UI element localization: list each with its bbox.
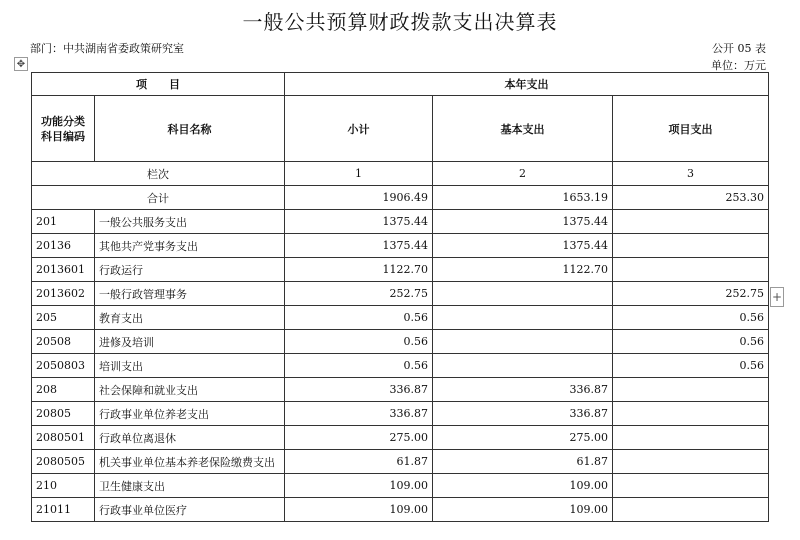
row-name: 其他共产党事务支出 [95, 234, 285, 258]
row-code: 210 [32, 474, 95, 498]
row-code: 201 [32, 210, 95, 234]
row-name: 行政事业单位养老支出 [95, 402, 285, 426]
header-subtotal: 小计 [285, 96, 433, 162]
header-code: 功能分类科目编码 [32, 96, 95, 162]
row-name: 教育支出 [95, 306, 285, 330]
row-project [613, 210, 769, 234]
header-current-year: 本年支出 [285, 73, 769, 96]
row-basic [433, 354, 613, 378]
index-col-1: 1 [285, 162, 433, 186]
table-row [32, 330, 769, 354]
row-basic: 336.87 [433, 378, 613, 402]
plus-icon[interactable]: + [770, 287, 784, 307]
table-row [32, 402, 769, 426]
row-code: 20508 [32, 330, 95, 354]
row-project [613, 498, 769, 522]
row-basic [433, 282, 613, 306]
row-basic: 109.00 [433, 498, 613, 522]
table-row [32, 354, 769, 378]
row-name: 一般公共服务支出 [95, 210, 285, 234]
row-name: 培训支出 [95, 354, 285, 378]
row-subtotal: 61.87 [285, 450, 433, 474]
row-name: 进修及培训 [95, 330, 285, 354]
table-row [32, 258, 769, 282]
row-code: 2050803 [32, 354, 95, 378]
row-project [613, 450, 769, 474]
row-name: 卫生健康支出 [95, 474, 285, 498]
table-row [32, 474, 769, 498]
row-name: 一般行政管理事务 [95, 282, 285, 306]
row-subtotal: 1375.44 [285, 210, 433, 234]
row-name: 机关事业单位基本养老保险缴费支出 [95, 450, 285, 474]
total-subtotal: 1906.49 [285, 186, 433, 210]
row-name: 行政事业单位医疗 [95, 498, 285, 522]
row-name: 行政单位离退休 [95, 426, 285, 450]
row-code: 208 [32, 378, 95, 402]
row-subtotal: 0.56 [285, 330, 433, 354]
row-subtotal: 0.56 [285, 354, 433, 378]
row-basic: 61.87 [433, 450, 613, 474]
header-project: 项目支出 [613, 96, 769, 162]
row-subtotal: 252.75 [285, 282, 433, 306]
table-row [32, 378, 769, 402]
row-code: 2013601 [32, 258, 95, 282]
index-row [32, 162, 769, 186]
row-code: 20136 [32, 234, 95, 258]
row-subtotal: 336.87 [285, 378, 433, 402]
row-project: 252.75 [613, 282, 769, 306]
row-subtotal: 1375.44 [285, 234, 433, 258]
row-code: 2080505 [32, 450, 95, 474]
table-row [32, 210, 769, 234]
row-basic: 336.87 [433, 402, 613, 426]
total-basic: 1653.19 [433, 186, 613, 210]
row-basic: 1375.44 [433, 234, 613, 258]
row-basic: 1375.44 [433, 210, 613, 234]
row-subtotal: 336.87 [285, 402, 433, 426]
row-project [613, 426, 769, 450]
row-project [613, 474, 769, 498]
table-row [32, 306, 769, 330]
row-project: 0.56 [613, 306, 769, 330]
row-project: 0.56 [613, 330, 769, 354]
row-basic [433, 306, 613, 330]
row-code: 2013602 [32, 282, 95, 306]
row-name: 行政运行 [95, 258, 285, 282]
row-name: 社会保障和就业支出 [95, 378, 285, 402]
row-subtotal: 275.00 [285, 426, 433, 450]
row-project [613, 402, 769, 426]
index-label: 栏次 [32, 162, 285, 186]
unit-label: 单位：万元 [711, 59, 766, 72]
row-basic: 1122.70 [433, 258, 613, 282]
form-number: 公开 05 表 [712, 42, 766, 55]
row-subtotal: 109.00 [285, 498, 433, 522]
total-project: 253.30 [613, 186, 769, 210]
row-basic [433, 330, 613, 354]
row-subtotal: 0.56 [285, 306, 433, 330]
table-row [32, 282, 769, 306]
header-basic: 基本支出 [433, 96, 613, 162]
row-project: 0.56 [613, 354, 769, 378]
index-col-3: 3 [613, 162, 769, 186]
row-project [613, 378, 769, 402]
table-row [32, 498, 769, 522]
row-code: 205 [32, 306, 95, 330]
move-arrows-icon[interactable]: ✥ [14, 57, 28, 71]
department-label: 部门：中共湖南省委政策研究室 [30, 42, 184, 55]
row-basic: 109.00 [433, 474, 613, 498]
row-basic: 275.00 [433, 426, 613, 450]
row-project [613, 258, 769, 282]
row-code: 2080501 [32, 426, 95, 450]
header-name: 科目名称 [95, 96, 285, 162]
table-row [32, 234, 769, 258]
row-subtotal: 1122.70 [285, 258, 433, 282]
table-row [32, 426, 769, 450]
table-row [32, 450, 769, 474]
header-item: 项 目 [32, 73, 285, 96]
index-col-2: 2 [433, 162, 613, 186]
total-label: 合计 [32, 186, 285, 210]
row-code: 20805 [32, 402, 95, 426]
total-row [32, 186, 769, 210]
expenditure-table [31, 72, 769, 522]
row-code: 21011 [32, 498, 95, 522]
row-project [613, 234, 769, 258]
report-title: 一般公共预算财政拨款支出决算表 [242, 10, 558, 34]
row-subtotal: 109.00 [285, 474, 433, 498]
